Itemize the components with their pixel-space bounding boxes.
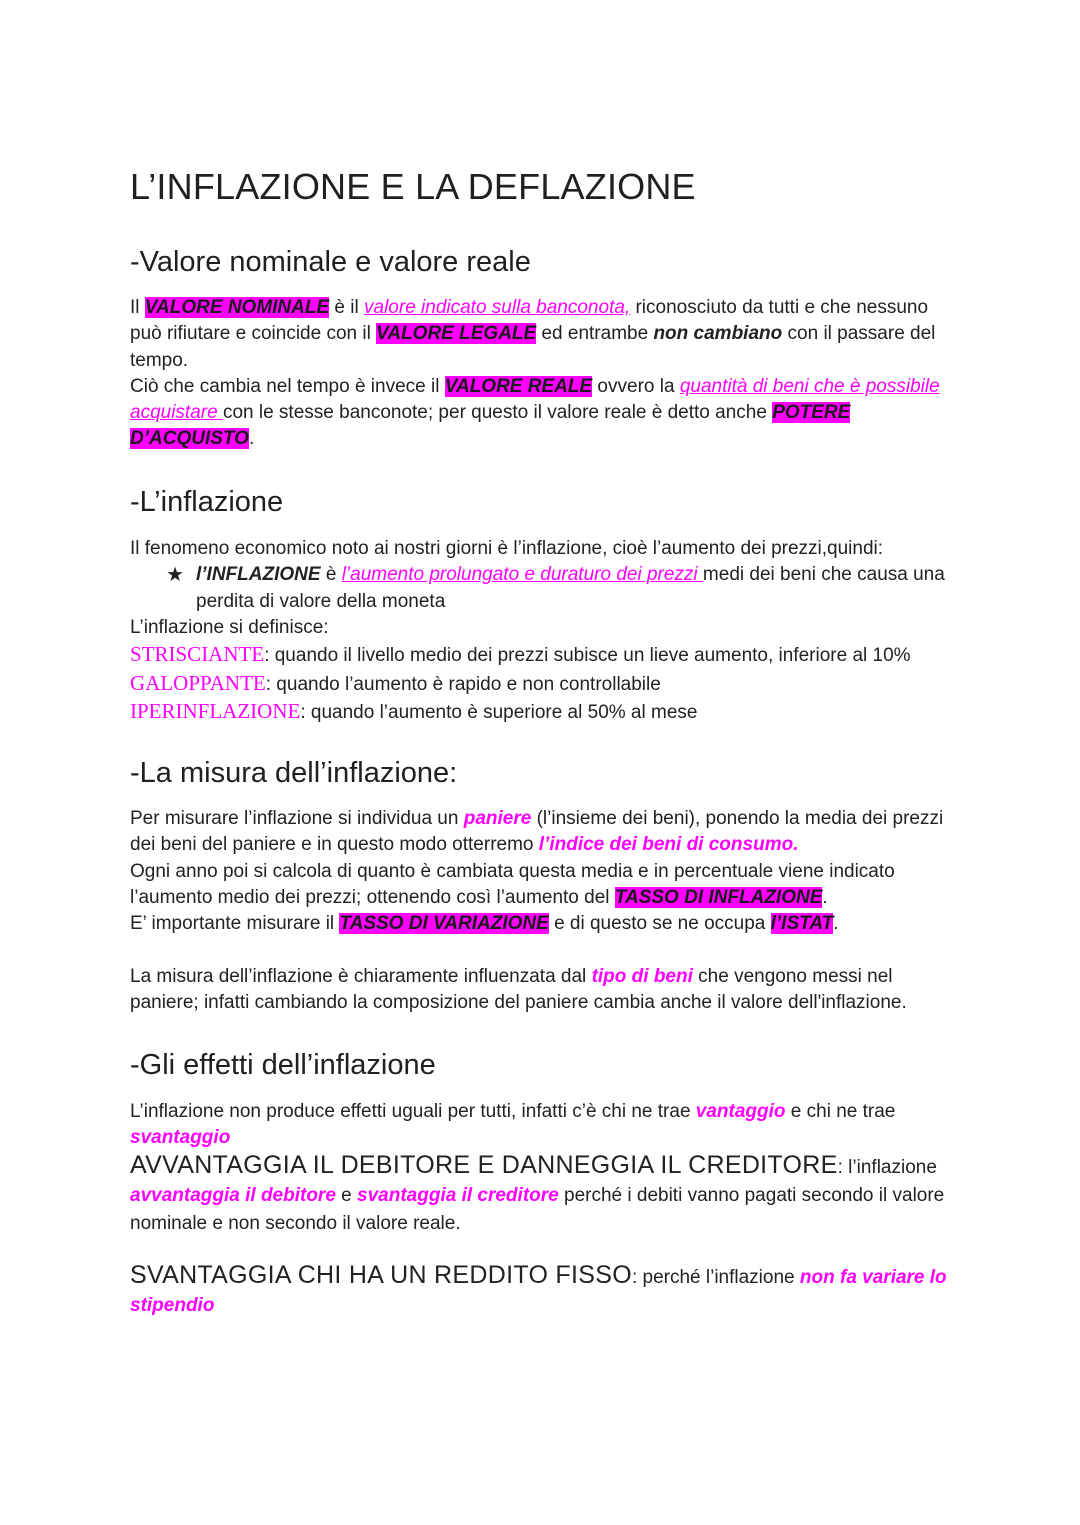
- text: che vengono messi nel paniere; infatti cambiando la composizione del paniere cambia anche il valore dell'inflazione.: [130, 966, 907, 1014]
- type-name: GALOPPANTE: [130, 670, 266, 695]
- text: riconosciuto da tutti e che nessuno può rifiutare e coincide con il: [130, 297, 929, 345]
- text: L’inflazione non produce effetti uguali per tutti, infatti c’è chi ne trae: [130, 1101, 696, 1122]
- highlight-potere-acquisto: POTERE D’ACQUISTO: [130, 402, 851, 450]
- highlight-istat: l’ISTAT: [770, 913, 834, 935]
- paragraph-misura: [130, 806, 960, 937]
- define-line: L’inflazione si definisce:: [130, 616, 329, 638]
- star-icon: ★: [166, 564, 184, 587]
- text: Ciò che cambia nel tempo è invece il: [130, 375, 445, 397]
- section-heading-effetti: -Gli effetti dell’inflazione: [130, 1049, 436, 1081]
- text: La misura dell’inflazione è chiaramente influenzata dal: [130, 966, 592, 987]
- pink-stipendio: non fa variare lo stipendio: [130, 1267, 947, 1316]
- link-aumento-prolungato[interactable]: l’aumento prolungato e duraturo dei prezzi: [341, 564, 703, 586]
- paragraph-reddito: [130, 1261, 960, 1320]
- type-galoppante: [130, 670, 960, 699]
- paragraph-inflazione: [130, 536, 960, 727]
- caps-debitore: AVVANTAGGIA IL DEBITORE E DANNEGGIA IL CREDITORE: [130, 1151, 838, 1179]
- text: Il: [130, 297, 145, 318]
- text: perché i debiti vanno pagati secondo il valore nominale e non secondo il valore reale.: [130, 1185, 945, 1234]
- section-heading-inflazione: -L’inflazione: [130, 486, 284, 518]
- section-heading-misura: -La misura dell’inflazione:: [130, 757, 458, 789]
- text: con le stesse banconote; per questo il valore reale è detto anche: [222, 402, 773, 424]
- link-quantita-beni[interactable]: quantità di beni che è possibile acquistare: [130, 375, 940, 424]
- bold-inflazione: l’INFLAZIONE: [196, 564, 321, 586]
- text: ovvero la: [592, 375, 680, 397]
- text: E’ importante misurare il: [130, 913, 340, 935]
- bold-non-cambiano: non cambiano: [653, 323, 783, 345]
- pink-paniere: paniere: [463, 808, 532, 829]
- text: medi dei beni che causa una perdita di valore della moneta: [196, 564, 945, 612]
- paragraph-misura-2: [130, 964, 960, 1017]
- pink-vantaggio: vantaggio: [695, 1101, 786, 1122]
- highlight-tasso-variazione: TASSO DI VARIAZIONE: [339, 913, 549, 935]
- text: (l’insieme dei beni), ponendo la media dei prezzi dei beni del paniere e in questo modo otterremo: [130, 808, 944, 856]
- bullet-item: [130, 562, 960, 615]
- caps-reddito: SVANTAGGIA CHI HA UN REDDITO FISSO: [130, 1261, 632, 1289]
- highlight-valore-reale: VALORE REALE: [444, 375, 593, 397]
- paragraph-debitore: [130, 1151, 960, 1238]
- paragraph-effetti: [130, 1099, 960, 1152]
- pink-avvantaggia: avvantaggia il debitore: [130, 1185, 336, 1206]
- highlight-valore-legale: VALORE LEGALE: [376, 323, 537, 345]
- link-valore-indicato[interactable]: valore indicato sulla banconota,: [364, 297, 631, 318]
- pink-svantaggio: svantaggio: [130, 1127, 231, 1149]
- type-name: STRISCIANTE: [130, 642, 265, 667]
- text: Ogni anno poi si calcola di quanto è cambiata questa media e in percentuale viene indicato l’aumento medio dei prezzi; ottenendo così l’aumento del: [130, 860, 895, 908]
- highlight-tasso-inflazione: TASSO DI INFLAZIONE: [614, 886, 823, 908]
- text: ed entrambe: [536, 323, 654, 345]
- type-iperinflazione: [130, 698, 960, 727]
- page-title: L’INFLAZIONE E LA DEFLAZIONE: [130, 166, 696, 207]
- type-desc: : quando il livello medio dei prezzi subisce un lieve aumento, inferiore al 10%: [264, 645, 911, 667]
- highlight-valore-nominale: VALORE NOMINALE: [144, 297, 330, 318]
- pink-svantaggia: svantaggia il creditore: [357, 1185, 559, 1206]
- text: e: [335, 1185, 358, 1206]
- section-heading-valore: -Valore nominale e valore reale: [130, 246, 531, 278]
- text: .: [833, 913, 839, 935]
- paragraph-valore: [130, 295, 960, 453]
- bullet-text: [196, 562, 960, 615]
- text: con il passare del tempo.: [130, 323, 936, 371]
- intro-line: Il fenomeno economico noto ai nostri giorni è l’inflazione, cioè l’aumento dei prezzi,quindi:: [130, 538, 884, 559]
- pink-tipo-beni: tipo di beni: [591, 966, 693, 987]
- type-desc: : quando l’aumento è superiore al 50% al mese: [300, 702, 698, 724]
- text: : l’inflazione: [837, 1157, 937, 1178]
- pink-indice: l’indice dei beni di consumo.: [538, 834, 799, 856]
- text: è il: [329, 297, 365, 318]
- type-strisciante: [130, 641, 960, 670]
- text: è: [320, 564, 342, 586]
- text: .: [822, 886, 828, 908]
- text: : perché l’inflazione: [631, 1267, 800, 1288]
- type-name: IPERINFLAZIONE: [130, 699, 301, 724]
- text: Per misurare l’inflazione si individua un: [130, 808, 464, 829]
- text: .: [248, 428, 255, 450]
- text: e di questo se ne occupa: [548, 913, 771, 935]
- types-list: [130, 641, 960, 727]
- text: e chi ne trae: [785, 1101, 896, 1122]
- type-desc: : quando l’aumento è rapido e non controllabile: [265, 673, 661, 695]
